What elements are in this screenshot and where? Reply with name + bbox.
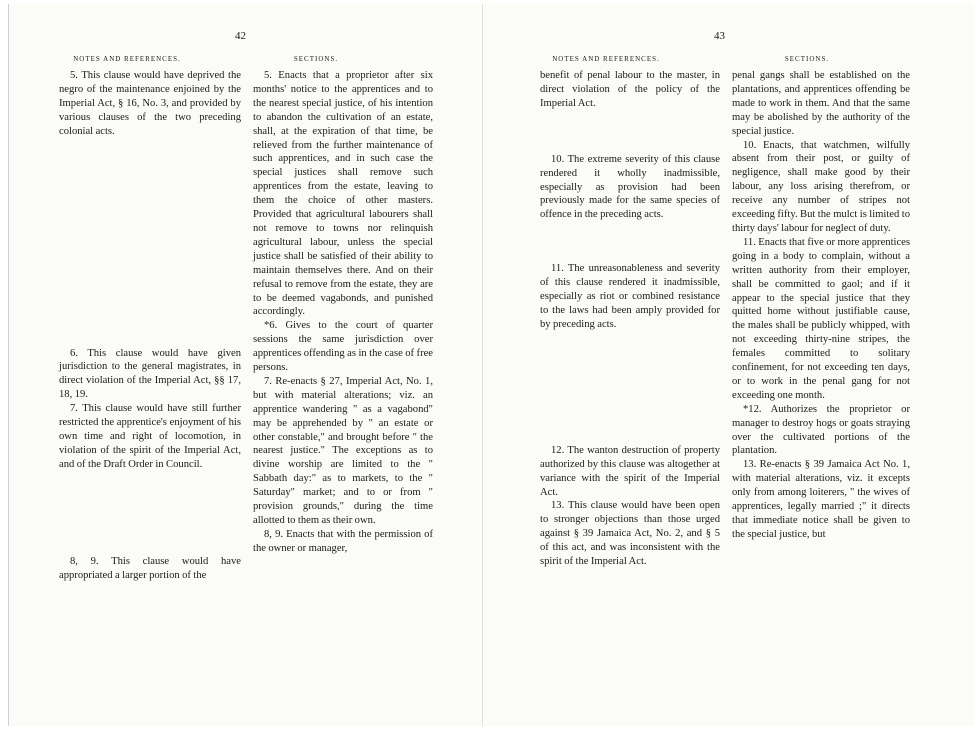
notes-column (59, 69, 241, 583)
right-page (484, 4, 974, 726)
sections-column (732, 69, 910, 542)
section-12: *12. Authorizes the proprietor or manager to destroy hogs or goats straying over the cultivated portions of the plantation. (732, 403, 910, 457)
note-12: 12. The wanton destruction of property authorized by this clause was altogether at variance with the spirit of the Imperial Act. (540, 444, 720, 498)
notes-heading: NOTES AND REFERENCES. (73, 55, 181, 63)
section-8-9: 8, 9. Enacts that with the permission of the owner or manager, (253, 528, 433, 554)
sections-column (253, 69, 433, 556)
left-page (8, 4, 481, 726)
note-10: 10. The extreme severity of this clause rendered it wholly inadmissible, especially as provision had been previously made for the same species of offence in the preceding acts. (540, 153, 720, 221)
note-13: 13. This clause would have been open to stronger objections than those urged against § 39 Jamaica Act, No. 2, and § 5 of this act, and was inconsistent with the spirit of the Imperial Act. (540, 500, 720, 568)
section-6: *6. Gives to the court of quarter sessions the same jurisdiction over apprentices offending as in the case of free persons. (253, 320, 433, 374)
section-11: 11. Enacts that five or more apprentices going in a body to complain, without a written authority from their employer, shall be committed to gaol; and if it appear to the special justice that they quitted home without justifiable cause, the males shall be publicly whipped, with not exceeding thirty-nine stripes, the females committed to solitary confinement, for not exceeding ten days, or to work in the penal gang for not exceeding one month. (732, 236, 910, 401)
section-5: 5. Enacts that a proprietor after six months' notice to the apprentices and to the nearest special justice, of his intention to abandon the cultivation of an estate, shall, at the expiration of that time, be relieved from the further maintenance of such apprentices, and in such case the special justices shall remove such apprentices from the estate, leaving to them the choice of other masters. Provided that agricultural labourers shall not remove to towns nor relinquish agricultural labour, unless the special justice shall be satisfied of their ability to maintain themselves there. And on their refusal to remove from the estate, they are to be deemed vagabonds, and punished accordingly. (253, 70, 433, 318)
notes-heading: NOTES AND REFERENCES. (552, 55, 660, 63)
note-6: 6. This clause would have given jurisdiction to the general magistrates, in direct violation of the Imperial Act, §§ 17, 18, 19. (59, 347, 241, 401)
note-11: 11. The unreasonableness and severity of this clause rendered it inadmissible, especially as riot or combined resistance to the laws had been amply provided for by preceding acts. (540, 263, 720, 330)
notes-column (540, 69, 720, 569)
section-continued: penal gangs shall be established on the plantations, and apprentices offending be made to work in them. And that the same may be abolished by the authority of the special justice. (732, 70, 910, 137)
section-13: 13. Re-enacts § 39 Jamaica Act No. 1, with material alterations, viz. it excepts only from among loiterers, " the wives of apprentices, legally married ;" it directs that immediate notice shall be given to the special justice, but (732, 459, 910, 540)
section-10: 10. Enacts, that watchmen, wilfully absent from their post, or guilty of negligence, shall make good by their labour, any loss arising therefrom, or receive any number of stripes not exceeding fifty. But the mulct is limited to thirty days' labour for neglect of duty. (732, 139, 910, 234)
page-number: 42 (235, 30, 246, 42)
note-5: 5. This clause would have deprived the negro of the maintenance enjoined by the Imperial Act, § 16, No. 3, and provided by various clauses of the two preceding colonial acts. (59, 70, 241, 137)
section-7: 7. Re-enacts § 27, Imperial Act, No. 1, but with material alterations; viz. an apprentice wandering " as a vagabond" may be apprehended by " an estate or other constable," and brought before " the nearest justice." The exceptions as to divine worship are limited to the " Sabbath day:" as to markets, to the " Saturday" market; and to or from " provision grounds," during the time allotted to them as their own. (253, 375, 433, 526)
sections-heading: SECTIONS. (784, 55, 830, 63)
book-gutter (482, 4, 483, 726)
sections-heading: SECTIONS. (293, 55, 339, 63)
page-number: 43 (714, 30, 725, 42)
note-8-9: 8, 9. This clause would have appropriated a larger portion of the (59, 555, 241, 581)
note-7: 7. This clause would have still further restricted the apprentice's enjoyment of his own time and right of locomotion, in violation of the spirit of the Imperial Act, and of the Draft Order in Council. (59, 403, 241, 470)
note-continued: benefit of penal labour to the master, in direct violation of the policy of the Imperial Act. (540, 70, 720, 109)
